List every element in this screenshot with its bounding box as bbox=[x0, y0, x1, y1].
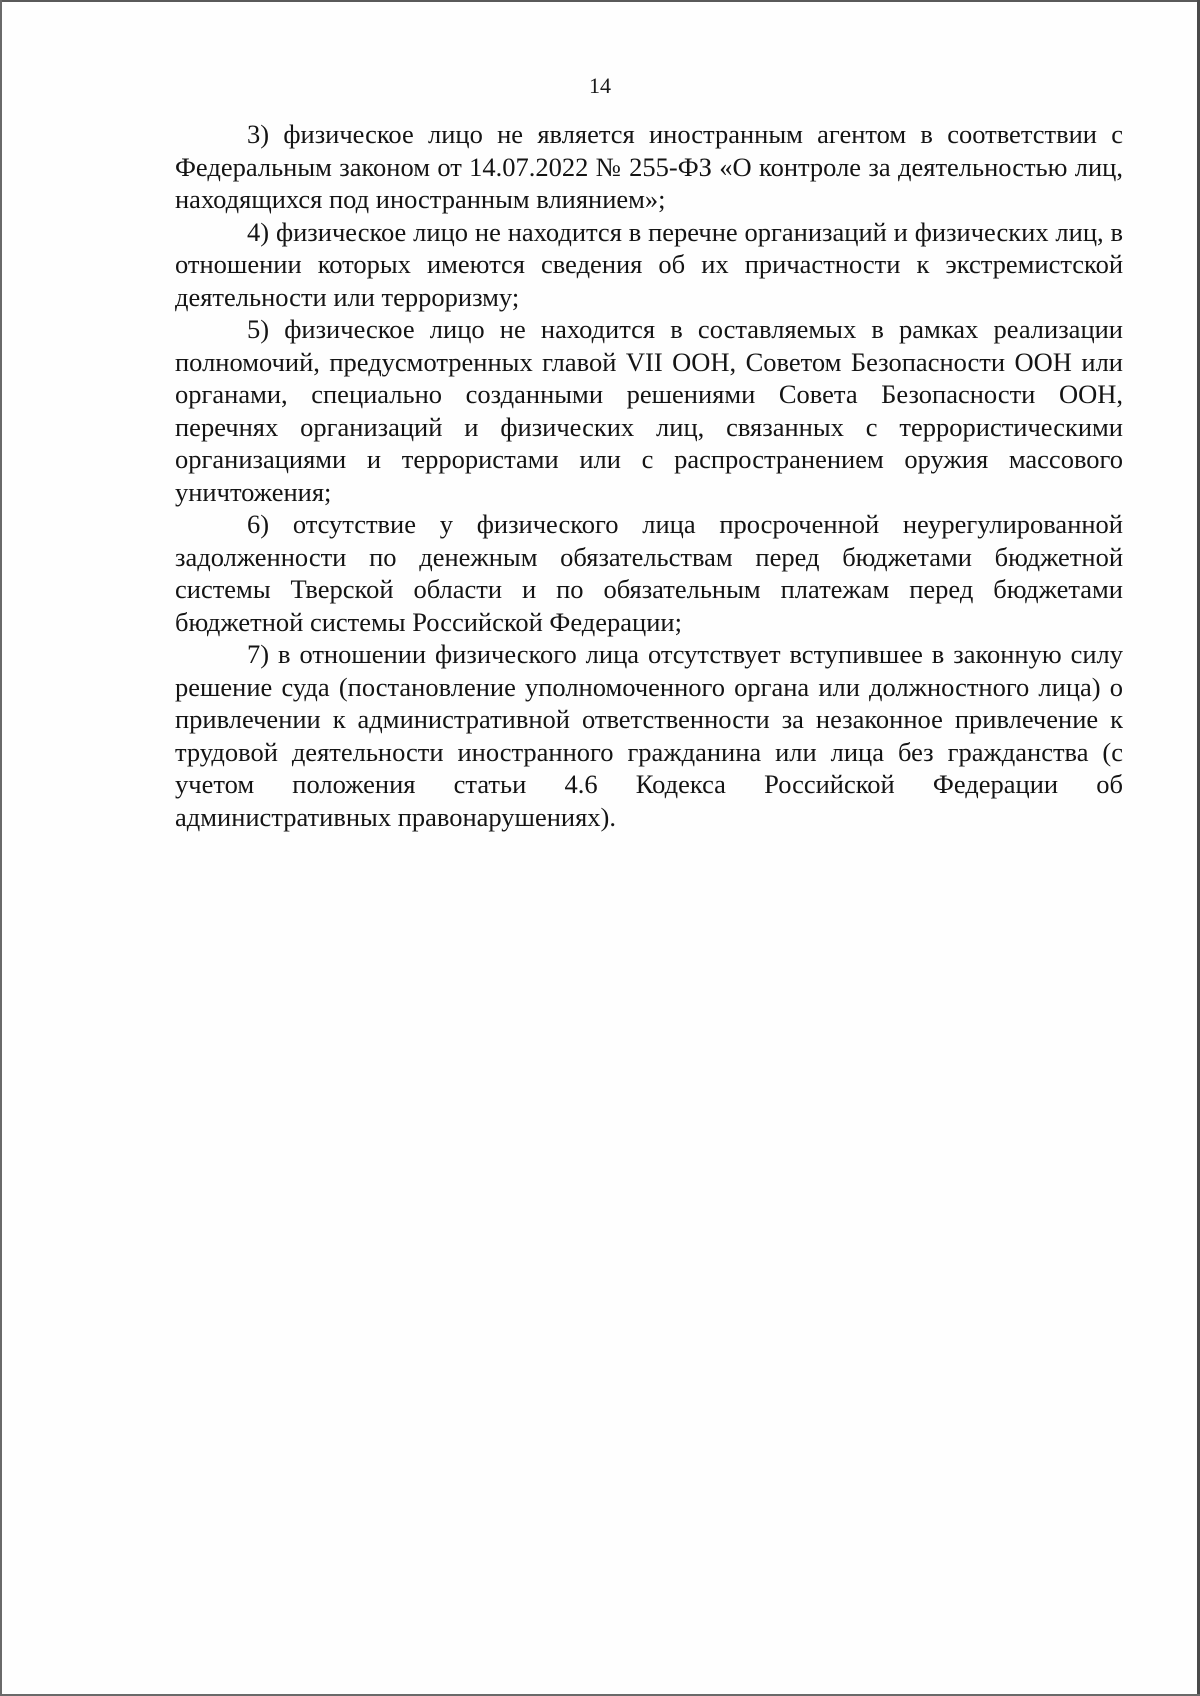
document-body bbox=[175, 118, 1123, 833]
paragraph-item-7: 7) в отношении физического лица отсутствует вступившее в законную силу решение суда (постановление уполномоченного органа или должностного лица) о привлечении к административной ответственности за незаконное привлечение к трудовой деятельности иностранного гражданина или лица без гражданства (с учетом положения статьи 4.6 Кодекса Российской Федерации об административных правонарушениях). bbox=[175, 639, 1123, 832]
paragraph-item-4: 4) физическое лицо не находится в перечне организаций и физических лиц, в отношении которых имеются сведения об их причастности к экстремистской деятельности или терроризму; bbox=[175, 216, 1123, 312]
paragraph-item-3: 3) физическое лицо не является иностранным агентом в соответствии с Федеральным законом от 14.07.2022 № 255-ФЗ «О контроле за деятельностью лиц, находящихся под иностранным влиянием»; bbox=[175, 119, 1123, 214]
paragraph-item-5: 5) физическое лицо не находится в составляемых в рамках реализации полномочий, предусмотренных главой VII ООН, Советом Безопасности ООН или органами, специально созданными решениями Совета Безопасности ООН, перечнях организаций и физических лиц, связанных с террористическими организациями и террористами или с распространением оружия массового уничтожения; bbox=[175, 314, 1123, 507]
scan-border-top bbox=[0, 0, 1200, 2]
page-number: 14 bbox=[589, 73, 611, 98]
scan-border-left bbox=[0, 0, 2, 1696]
paragraph-item-6: 6) отсутствие у физического лица просроченной неурегулированной задолженности по денежным обязательствам перед бюджетами бюджетной системы Тверской области и по обязательным платежам перед бюджетами бюджетной системы Российской Федерации; bbox=[175, 509, 1123, 637]
